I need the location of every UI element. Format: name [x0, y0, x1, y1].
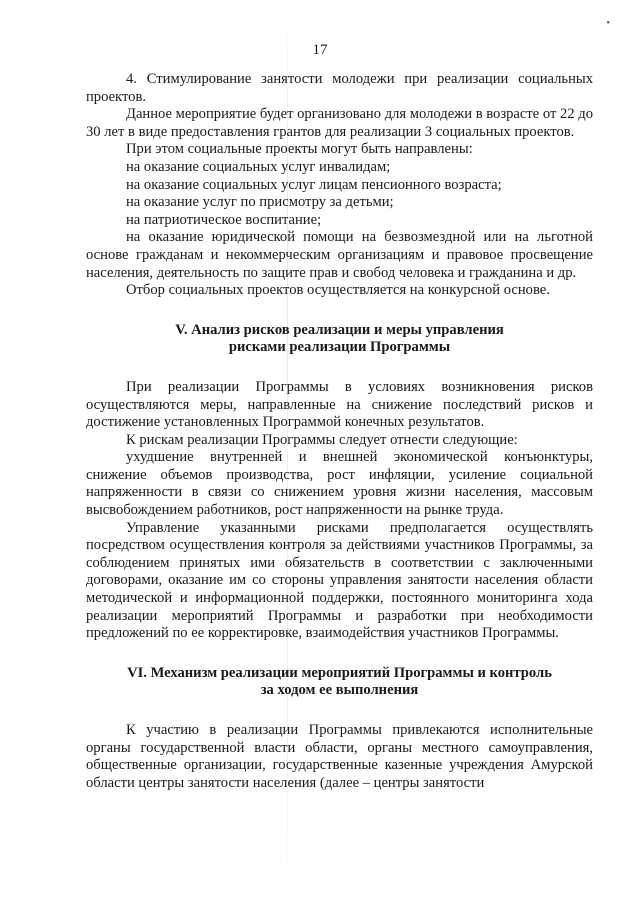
list-item: на оказание социальных услуг лицам пенсионного возраста; — [126, 176, 502, 193]
section5-paragraph-4: Управление указанными рисками предполагается осуществлять посредством осуществления контроля за действиями участников Программы, за соблюдением принятых ими обязательств в соответствии с заключенными договорами, оказание им со стороны управления занятости населения области методической и информационной поддержки, постоянного мониторинга хода реализации мероприятий Программы и разработки при необходимости предложений по ее корректировке, взаимодействия участников Программы. — [86, 519, 593, 642]
section6-heading-line1: VI. Механизм реализации мероприятий Программы и контроль — [127, 664, 552, 681]
list-item: на оказание юридической помощи на безвозмездной или на льготной основе гражданам и некоммерческим организациям и правовое просвещение населения, деятельность по защите прав и свобод человека и гражданина и др. — [86, 229, 593, 281]
section5-heading-line1: V. Анализ рисков реализации и меры управления — [175, 321, 504, 338]
list-item: на оказание социальных услуг инвалидам; — [126, 158, 391, 175]
section5-paragraph-3: ухудшение внутренней и внешней экономической конъюнктуры, снижение объемов производства, рост инфляции, усиление социальной напряженности в связи со снижением уровня жизни населения, массовым высвобождением работников, рост напряженности на рынке труда. — [86, 449, 593, 519]
section4-paragraph-1: Данное мероприятие будет организовано для молодежи в возрасте от 22 до 30 лет в виде предоставления грантов для реализации 3 социальных проектов. — [86, 106, 593, 140]
list-item: на патриотическое воспитание; — [126, 211, 322, 228]
corner-mark: • — [606, 18, 610, 29]
list-item: на оказание услуг по присмотру за детьми; — [126, 194, 394, 211]
section6-heading-line2: за ходом ее выполнения — [260, 682, 419, 699]
section4-title: 4. Стимулирование занятости молодежи при реализации социальных проектов. — [86, 71, 593, 105]
section5-paragraph-1: При реализации Программы в условиях возникновения рисков осуществляются меры, направленные на снижение последствий рисков и достижение установленных Программой конечных результатов. — [86, 378, 593, 431]
page-number: 17 — [312, 42, 328, 58]
section4-paragraph-2: При этом социальные проекты могут быть направлены: — [126, 141, 473, 158]
section6-paragraph-1: К участию в реализации Программы привлекаются исполнительные органы государственной власти области, органы местного самоуправления, общественные организации, государственные казенные учреждения Амурской области центры занятости населения (далее – центры занятости — [86, 722, 593, 791]
section4-paragraph-3: Отбор социальных проектов осуществляется на конкурсной основе. — [126, 282, 550, 299]
section5-paragraph-2: К рискам реализации Программы следует отнести следующие: — [126, 431, 518, 448]
section5-heading-line2: рисками реализации Программы — [228, 339, 451, 356]
document-body — [86, 71, 593, 792]
